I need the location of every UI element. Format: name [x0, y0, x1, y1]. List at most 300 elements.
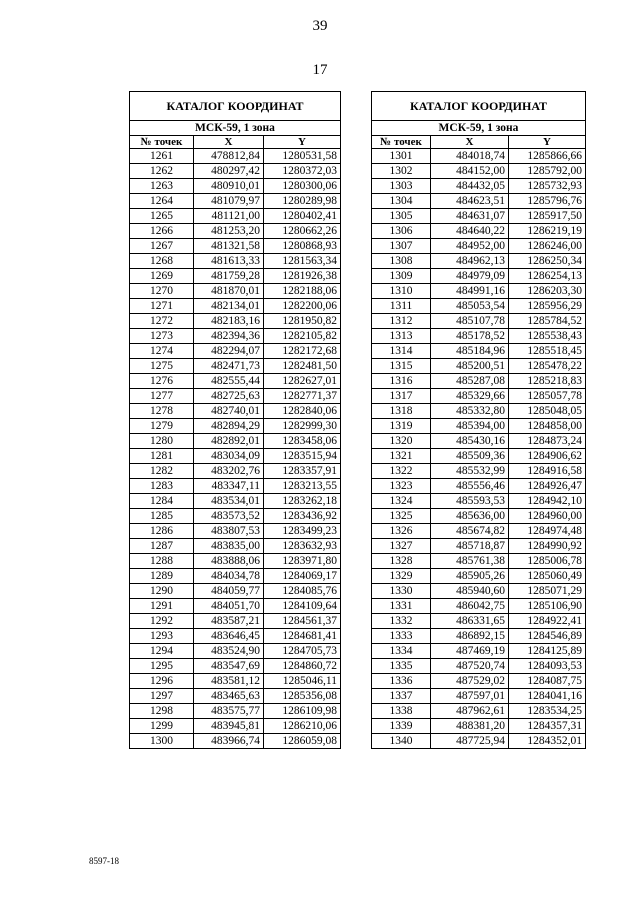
y-coordinate: 1284960,00 — [509, 509, 586, 524]
table-row — [372, 389, 586, 404]
point-number: 1328 — [372, 554, 431, 569]
y-coordinate: 1285866,66 — [509, 149, 586, 164]
y-coordinate: 1281563,34 — [264, 254, 341, 269]
x-coordinate: 484640,22 — [431, 224, 509, 239]
point-number: 1301 — [372, 149, 431, 164]
point-number: 1295 — [130, 659, 194, 674]
column-header-x: X — [194, 136, 264, 149]
point-number: 1315 — [372, 359, 431, 374]
x-coordinate: 483465,63 — [194, 689, 264, 704]
table-row — [130, 329, 341, 344]
table-row — [130, 389, 341, 404]
x-coordinate: 487597,01 — [431, 689, 509, 704]
x-coordinate: 485332,80 — [431, 404, 509, 419]
x-coordinate: 481121,00 — [194, 209, 264, 224]
table-row — [372, 569, 586, 584]
y-coordinate: 1285006,78 — [509, 554, 586, 569]
point-number: 1269 — [130, 269, 194, 284]
table-row — [130, 629, 341, 644]
x-coordinate: 486892,15 — [431, 629, 509, 644]
point-number: 1329 — [372, 569, 431, 584]
point-number: 1337 — [372, 689, 431, 704]
table-row — [130, 719, 341, 734]
y-coordinate: 1286203,30 — [509, 284, 586, 299]
table-row — [130, 194, 341, 209]
table-row — [372, 224, 586, 239]
point-number: 1339 — [372, 719, 431, 734]
x-coordinate: 483646,45 — [194, 629, 264, 644]
point-number: 1276 — [130, 374, 194, 389]
point-number: 1299 — [130, 719, 194, 734]
table-row — [372, 734, 586, 749]
y-coordinate: 1284357,31 — [509, 719, 586, 734]
column-header-x: X — [431, 136, 509, 149]
y-coordinate: 1285784,52 — [509, 314, 586, 329]
table-row — [130, 269, 341, 284]
table-row — [372, 299, 586, 314]
point-number: 1310 — [372, 284, 431, 299]
y-coordinate: 1284990,92 — [509, 539, 586, 554]
point-number: 1296 — [130, 674, 194, 689]
point-number: 1303 — [372, 179, 431, 194]
y-coordinate: 1286246,00 — [509, 239, 586, 254]
zone-label: МСК-59, 1 зона — [372, 121, 586, 136]
y-coordinate: 1285917,50 — [509, 209, 586, 224]
x-coordinate: 485674,82 — [431, 524, 509, 539]
point-number: 1292 — [130, 614, 194, 629]
y-coordinate: 1282627,01 — [264, 374, 341, 389]
point-number: 1331 — [372, 599, 431, 614]
x-coordinate: 485329,66 — [431, 389, 509, 404]
zone-label: МСК-59, 1 зона — [130, 121, 341, 136]
point-number: 1336 — [372, 674, 431, 689]
table-row — [130, 644, 341, 659]
point-number: 1319 — [372, 419, 431, 434]
table-row — [372, 419, 586, 434]
table-row — [372, 479, 586, 494]
x-coordinate: 488381,20 — [431, 719, 509, 734]
column-header-points: № точек — [372, 136, 431, 149]
y-coordinate: 1284705,73 — [264, 644, 341, 659]
y-coordinate: 1280372,03 — [264, 164, 341, 179]
point-number: 1282 — [130, 464, 194, 479]
x-coordinate: 482394,36 — [194, 329, 264, 344]
column-header-y: Y — [509, 136, 586, 149]
point-number: 1318 — [372, 404, 431, 419]
table-row — [372, 179, 586, 194]
point-number: 1270 — [130, 284, 194, 299]
x-coordinate: 485556,46 — [431, 479, 509, 494]
y-coordinate: 1284942,10 — [509, 494, 586, 509]
point-number: 1278 — [130, 404, 194, 419]
point-number: 1283 — [130, 479, 194, 494]
table-row — [130, 299, 341, 314]
point-number: 1306 — [372, 224, 431, 239]
x-coordinate: 484059,77 — [194, 584, 264, 599]
table-row — [130, 464, 341, 479]
coordinates-table-left — [129, 91, 341, 749]
x-coordinate: 484034,78 — [194, 569, 264, 584]
point-number: 1293 — [130, 629, 194, 644]
page-sub-number: 17 — [312, 62, 328, 78]
x-coordinate: 481253,20 — [194, 224, 264, 239]
table-row — [372, 374, 586, 389]
x-coordinate: 484018,74 — [431, 149, 509, 164]
point-number: 1304 — [372, 194, 431, 209]
x-coordinate: 485053,54 — [431, 299, 509, 314]
y-coordinate: 1285538,43 — [509, 329, 586, 344]
x-coordinate: 482892,01 — [194, 434, 264, 449]
y-coordinate: 1283971,80 — [264, 554, 341, 569]
y-coordinate: 1280662,26 — [264, 224, 341, 239]
x-coordinate: 486331,65 — [431, 614, 509, 629]
table-row — [130, 179, 341, 194]
point-number: 1311 — [372, 299, 431, 314]
table-row — [130, 404, 341, 419]
point-number: 1325 — [372, 509, 431, 524]
x-coordinate: 483966,74 — [194, 734, 264, 749]
x-coordinate: 484051,70 — [194, 599, 264, 614]
point-number: 1274 — [130, 344, 194, 359]
table-row — [372, 209, 586, 224]
y-coordinate: 1284093,53 — [509, 659, 586, 674]
table-row — [130, 539, 341, 554]
point-number: 1287 — [130, 539, 194, 554]
y-coordinate: 1284916,58 — [509, 464, 586, 479]
table-row — [130, 164, 341, 179]
table-row — [372, 509, 586, 524]
y-coordinate: 1286109,98 — [264, 704, 341, 719]
table-row — [372, 464, 586, 479]
x-coordinate: 481870,01 — [194, 284, 264, 299]
table-row — [130, 674, 341, 689]
y-coordinate: 1284906,62 — [509, 449, 586, 464]
table-row — [130, 254, 341, 269]
point-number: 1324 — [372, 494, 431, 509]
y-coordinate: 1285792,00 — [509, 164, 586, 179]
y-coordinate: 1283515,94 — [264, 449, 341, 464]
page-number: 39 — [312, 18, 328, 34]
point-number: 1268 — [130, 254, 194, 269]
table-row — [372, 644, 586, 659]
table-row — [372, 554, 586, 569]
point-number: 1297 — [130, 689, 194, 704]
x-coordinate: 481759,28 — [194, 269, 264, 284]
y-coordinate: 1284085,76 — [264, 584, 341, 599]
y-coordinate: 1282105,82 — [264, 329, 341, 344]
y-coordinate: 1286219,19 — [509, 224, 586, 239]
x-coordinate: 482471,73 — [194, 359, 264, 374]
table-row — [130, 479, 341, 494]
x-coordinate: 485905,26 — [431, 569, 509, 584]
point-number: 1265 — [130, 209, 194, 224]
table-row — [372, 434, 586, 449]
y-coordinate: 1283436,92 — [264, 509, 341, 524]
point-number: 1277 — [130, 389, 194, 404]
point-number: 1286 — [130, 524, 194, 539]
x-coordinate: 487725,94 — [431, 734, 509, 749]
y-coordinate: 1285060,49 — [509, 569, 586, 584]
y-coordinate: 1284974,48 — [509, 524, 586, 539]
point-number: 1321 — [372, 449, 431, 464]
point-number: 1273 — [130, 329, 194, 344]
column-header-y: Y — [264, 136, 341, 149]
point-number: 1308 — [372, 254, 431, 269]
table-row — [130, 554, 341, 569]
point-number: 1326 — [372, 524, 431, 539]
y-coordinate: 1284922,41 — [509, 614, 586, 629]
point-number: 1320 — [372, 434, 431, 449]
x-coordinate: 482183,16 — [194, 314, 264, 329]
point-number: 1313 — [372, 329, 431, 344]
y-coordinate: 1280531,58 — [264, 149, 341, 164]
y-coordinate: 1282999,30 — [264, 419, 341, 434]
y-coordinate: 1285796,76 — [509, 194, 586, 209]
x-coordinate: 478812,84 — [194, 149, 264, 164]
y-coordinate: 1284681,41 — [264, 629, 341, 644]
y-coordinate: 1285057,78 — [509, 389, 586, 404]
x-coordinate: 484991,16 — [431, 284, 509, 299]
table-row — [130, 374, 341, 389]
x-coordinate: 483034,09 — [194, 449, 264, 464]
y-coordinate: 1280289,98 — [264, 194, 341, 209]
x-coordinate: 485761,38 — [431, 554, 509, 569]
y-coordinate: 1283534,25 — [509, 704, 586, 719]
table-row — [130, 284, 341, 299]
point-number: 1300 — [130, 734, 194, 749]
y-coordinate: 1284546,89 — [509, 629, 586, 644]
x-coordinate: 485940,60 — [431, 584, 509, 599]
table-row — [130, 689, 341, 704]
point-number: 1316 — [372, 374, 431, 389]
table-row — [372, 674, 586, 689]
table-row — [372, 599, 586, 614]
table-row — [372, 704, 586, 719]
y-coordinate: 1284041,16 — [509, 689, 586, 704]
y-coordinate: 1286059,08 — [264, 734, 341, 749]
x-coordinate: 483573,52 — [194, 509, 264, 524]
y-coordinate: 1285071,29 — [509, 584, 586, 599]
point-number: 1305 — [372, 209, 431, 224]
point-number: 1333 — [372, 629, 431, 644]
x-coordinate: 483547,69 — [194, 659, 264, 674]
table-row — [372, 359, 586, 374]
point-number: 1275 — [130, 359, 194, 374]
point-number: 1264 — [130, 194, 194, 209]
y-coordinate: 1285356,08 — [264, 689, 341, 704]
table-row — [372, 284, 586, 299]
y-coordinate: 1283632,93 — [264, 539, 341, 554]
table-row — [130, 569, 341, 584]
table-row — [130, 149, 341, 164]
x-coordinate: 482725,63 — [194, 389, 264, 404]
y-coordinate: 1282481,50 — [264, 359, 341, 374]
point-number: 1309 — [372, 269, 431, 284]
y-coordinate: 1285956,29 — [509, 299, 586, 314]
table-row — [372, 269, 586, 284]
x-coordinate: 484432,05 — [431, 179, 509, 194]
y-coordinate: 1285478,22 — [509, 359, 586, 374]
point-number: 1279 — [130, 419, 194, 434]
point-number: 1281 — [130, 449, 194, 464]
y-coordinate: 1283357,91 — [264, 464, 341, 479]
y-coordinate: 1285046,11 — [264, 674, 341, 689]
x-coordinate: 484952,00 — [431, 239, 509, 254]
x-coordinate: 485184,96 — [431, 344, 509, 359]
x-coordinate: 485287,08 — [431, 374, 509, 389]
x-coordinate: 480910,01 — [194, 179, 264, 194]
y-coordinate: 1280868,93 — [264, 239, 341, 254]
y-coordinate: 1280300,06 — [264, 179, 341, 194]
y-coordinate: 1284109,64 — [264, 599, 341, 614]
point-number: 1294 — [130, 644, 194, 659]
y-coordinate: 1283213,55 — [264, 479, 341, 494]
y-coordinate: 1282840,06 — [264, 404, 341, 419]
y-coordinate: 1284926,47 — [509, 479, 586, 494]
x-coordinate: 486042,75 — [431, 599, 509, 614]
y-coordinate: 1282200,06 — [264, 299, 341, 314]
point-number: 1335 — [372, 659, 431, 674]
y-coordinate: 1284125,89 — [509, 644, 586, 659]
table-row — [130, 704, 341, 719]
x-coordinate: 487520,74 — [431, 659, 509, 674]
catalog-title: КАТАЛОГ КООРДИНАТ — [372, 92, 586, 121]
point-number: 1332 — [372, 614, 431, 629]
point-number: 1267 — [130, 239, 194, 254]
point-number: 1285 — [130, 509, 194, 524]
x-coordinate: 485593,53 — [431, 494, 509, 509]
y-coordinate: 1284873,24 — [509, 434, 586, 449]
x-coordinate: 483835,00 — [194, 539, 264, 554]
table-row — [130, 239, 341, 254]
table-row — [372, 614, 586, 629]
x-coordinate: 484979,09 — [431, 269, 509, 284]
point-number: 1307 — [372, 239, 431, 254]
y-coordinate: 1285732,93 — [509, 179, 586, 194]
y-coordinate: 1285106,90 — [509, 599, 586, 614]
x-coordinate: 481079,97 — [194, 194, 264, 209]
x-coordinate: 484962,13 — [431, 254, 509, 269]
y-coordinate: 1285218,83 — [509, 374, 586, 389]
table-row — [372, 539, 586, 554]
point-number: 1272 — [130, 314, 194, 329]
point-number: 1291 — [130, 599, 194, 614]
point-number: 1263 — [130, 179, 194, 194]
table-row — [372, 314, 586, 329]
point-number: 1284 — [130, 494, 194, 509]
table-row — [130, 599, 341, 614]
point-number: 1322 — [372, 464, 431, 479]
x-coordinate: 485200,51 — [431, 359, 509, 374]
y-coordinate: 1283262,18 — [264, 494, 341, 509]
y-coordinate: 1282771,37 — [264, 389, 341, 404]
x-coordinate: 485430,16 — [431, 434, 509, 449]
point-number: 1327 — [372, 539, 431, 554]
table-row — [372, 254, 586, 269]
table-row — [372, 689, 586, 704]
table-row — [130, 314, 341, 329]
point-number: 1302 — [372, 164, 431, 179]
point-number: 1262 — [130, 164, 194, 179]
x-coordinate: 483945,81 — [194, 719, 264, 734]
y-coordinate: 1283499,23 — [264, 524, 341, 539]
table-row — [130, 524, 341, 539]
table-row — [130, 614, 341, 629]
table-row — [130, 224, 341, 239]
table-row — [372, 344, 586, 359]
x-coordinate: 482134,01 — [194, 299, 264, 314]
x-coordinate: 485636,00 — [431, 509, 509, 524]
x-coordinate: 482555,44 — [194, 374, 264, 389]
x-coordinate: 483347,11 — [194, 479, 264, 494]
column-header-points: № точек — [130, 136, 194, 149]
table-row — [372, 149, 586, 164]
x-coordinate: 483534,01 — [194, 494, 264, 509]
table-row — [372, 584, 586, 599]
x-coordinate: 483807,53 — [194, 524, 264, 539]
table-row — [372, 629, 586, 644]
x-coordinate: 482894,29 — [194, 419, 264, 434]
point-number: 1338 — [372, 704, 431, 719]
point-number: 1290 — [130, 584, 194, 599]
table-row — [130, 434, 341, 449]
x-coordinate: 480297,42 — [194, 164, 264, 179]
x-coordinate: 487962,61 — [431, 704, 509, 719]
table-row — [130, 584, 341, 599]
table-row — [372, 164, 586, 179]
point-number: 1289 — [130, 569, 194, 584]
y-coordinate: 1285048,05 — [509, 404, 586, 419]
table-row — [372, 239, 586, 254]
y-coordinate: 1282172,68 — [264, 344, 341, 359]
y-coordinate: 1283458,06 — [264, 434, 341, 449]
point-number: 1288 — [130, 554, 194, 569]
x-coordinate: 487469,19 — [431, 644, 509, 659]
y-coordinate: 1284352,01 — [509, 734, 586, 749]
x-coordinate: 483888,06 — [194, 554, 264, 569]
x-coordinate: 485107,78 — [431, 314, 509, 329]
point-number: 1334 — [372, 644, 431, 659]
y-coordinate: 1282188,06 — [264, 284, 341, 299]
coordinates-table-right — [371, 91, 586, 749]
x-coordinate: 483524,90 — [194, 644, 264, 659]
x-coordinate: 487529,02 — [431, 674, 509, 689]
document-code: 8597-18 — [89, 856, 119, 866]
table-row — [372, 719, 586, 734]
catalog-title: КАТАЛОГ КООРДИНАТ — [130, 92, 341, 121]
x-coordinate: 483587,21 — [194, 614, 264, 629]
y-coordinate: 1284858,00 — [509, 419, 586, 434]
y-coordinate: 1286254,13 — [509, 269, 586, 284]
table-row — [130, 449, 341, 464]
x-coordinate: 481321,58 — [194, 239, 264, 254]
table-row — [130, 494, 341, 509]
point-number: 1266 — [130, 224, 194, 239]
table-row — [130, 344, 341, 359]
y-coordinate: 1281926,38 — [264, 269, 341, 284]
point-number: 1314 — [372, 344, 431, 359]
table-row — [130, 734, 341, 749]
point-number: 1330 — [372, 584, 431, 599]
point-number: 1298 — [130, 704, 194, 719]
x-coordinate: 484152,00 — [431, 164, 509, 179]
x-coordinate: 483202,76 — [194, 464, 264, 479]
x-coordinate: 484631,07 — [431, 209, 509, 224]
table-row — [130, 419, 341, 434]
table-row — [372, 659, 586, 674]
x-coordinate: 485718,87 — [431, 539, 509, 554]
point-number: 1323 — [372, 479, 431, 494]
